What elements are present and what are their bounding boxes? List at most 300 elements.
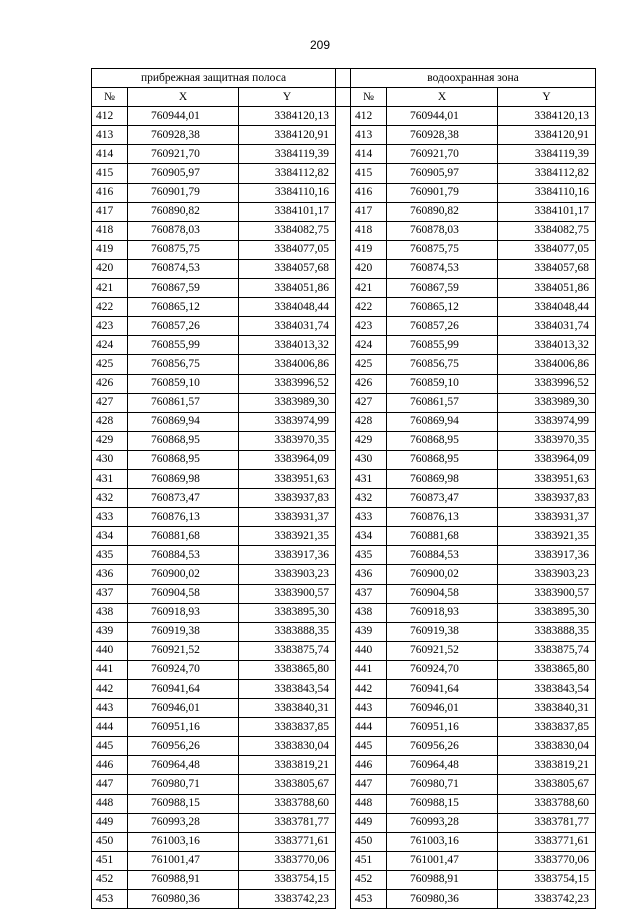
right-x-value: 760873,47	[387, 489, 498, 508]
right-point-number: 429	[351, 431, 387, 450]
left-x-value: 760980,71	[128, 775, 239, 794]
table-gap	[336, 699, 351, 718]
right-x-value: 760900,02	[387, 565, 498, 584]
left-x-value: 761003,16	[128, 832, 239, 851]
left-x-value: 760904,58	[128, 584, 239, 603]
table-gap	[336, 584, 351, 603]
table-row	[92, 775, 596, 794]
table-gap	[336, 680, 351, 699]
right-point-number: 441	[351, 660, 387, 679]
left-y-value: 3383917,36	[239, 546, 336, 565]
right-y-value: 3384048,44	[498, 298, 596, 317]
right-y-value: 3384101,17	[498, 202, 596, 221]
right-point-number: 447	[351, 775, 387, 794]
table-gap	[336, 88, 351, 107]
right-x-value: 760921,70	[387, 145, 498, 164]
table-gap	[336, 718, 351, 737]
right-x-value: 761001,47	[387, 851, 498, 870]
table-gap	[336, 794, 351, 813]
left-x-value: 760918,93	[128, 603, 239, 622]
table-gap	[336, 546, 351, 565]
table-gap	[336, 183, 351, 202]
table-row	[92, 164, 596, 183]
table-row	[92, 393, 596, 412]
right-x-value: 760993,28	[387, 813, 498, 832]
left-point-number: 439	[92, 622, 128, 641]
table-row	[92, 508, 596, 527]
right-point-number: 436	[351, 565, 387, 584]
table-row	[92, 336, 596, 355]
left-y-value: 3384120,91	[239, 126, 336, 145]
left-x-value: 760855,99	[128, 336, 239, 355]
left-y-value: 3384048,44	[239, 298, 336, 317]
left-point-number: 435	[92, 546, 128, 565]
right-point-number: 413	[351, 126, 387, 145]
left-x-value: 760941,64	[128, 680, 239, 699]
left-x-value: 760873,47	[128, 489, 239, 508]
left-point-number: 453	[92, 890, 128, 909]
table-gap	[336, 107, 351, 126]
right-x-value: 760878,03	[387, 221, 498, 240]
right-y-value: 3384077,05	[498, 240, 596, 259]
page-number: 209	[309, 38, 331, 52]
right-x-value: 760941,64	[387, 680, 498, 699]
table-gap	[336, 259, 351, 278]
left-point-number: 449	[92, 813, 128, 832]
left-point-number: 421	[92, 279, 128, 298]
table-row	[92, 431, 596, 450]
right-y-value: 3383931,37	[498, 508, 596, 527]
table-gap	[336, 469, 351, 488]
right-x-value: 760988,15	[387, 794, 498, 813]
left-x-value: 760919,38	[128, 622, 239, 641]
right-point-number: 428	[351, 412, 387, 431]
right-y-value: 3384013,32	[498, 336, 596, 355]
left-section-title: прибрежная защитная полоса	[92, 69, 336, 88]
table-row	[92, 756, 596, 775]
left-point-number: 425	[92, 355, 128, 374]
right-y-value: 3383917,36	[498, 546, 596, 565]
right-y-value: 3383989,30	[498, 393, 596, 412]
right-point-number: 450	[351, 832, 387, 851]
right-x-value: 760919,38	[387, 622, 498, 641]
left-y-value: 3384082,75	[239, 221, 336, 240]
right-x-value: 760876,13	[387, 508, 498, 527]
right-point-number: 449	[351, 813, 387, 832]
left-point-number: 414	[92, 145, 128, 164]
right-point-number: 431	[351, 469, 387, 488]
right-y-value: 3383937,83	[498, 489, 596, 508]
right-x-value: 760881,68	[387, 527, 498, 546]
right-y-value: 3383788,60	[498, 794, 596, 813]
left-point-number: 447	[92, 775, 128, 794]
table-gap	[336, 412, 351, 431]
right-y-value: 3384006,86	[498, 355, 596, 374]
table-row	[92, 126, 596, 145]
right-x-value: 760964,48	[387, 756, 498, 775]
right-x-value: 760956,26	[387, 737, 498, 756]
left-point-number: 424	[92, 336, 128, 355]
right-point-number: 451	[351, 851, 387, 870]
right-point-number: 434	[351, 527, 387, 546]
left-x-header: X	[128, 88, 239, 107]
table-row	[92, 794, 596, 813]
left-y-value: 3384013,32	[239, 336, 336, 355]
table-gap	[336, 336, 351, 355]
column-header-row	[92, 88, 596, 107]
left-point-number: 437	[92, 584, 128, 603]
left-point-number: 448	[92, 794, 128, 813]
left-point-number: 430	[92, 450, 128, 469]
right-point-number: 425	[351, 355, 387, 374]
right-x-header: X	[387, 88, 498, 107]
right-y-value: 3383996,52	[498, 374, 596, 393]
right-y-value: 3383805,67	[498, 775, 596, 794]
table-gap	[336, 240, 351, 259]
right-x-value: 760865,12	[387, 298, 498, 317]
left-point-number: 436	[92, 565, 128, 584]
right-point-number: 412	[351, 107, 387, 126]
table-gap	[336, 69, 351, 88]
table-row	[92, 832, 596, 851]
left-x-value: 760988,91	[128, 870, 239, 889]
right-y-value: 3383895,30	[498, 603, 596, 622]
left-x-value: 760867,59	[128, 279, 239, 298]
left-y-value: 3383830,04	[239, 737, 336, 756]
right-x-value: 760946,01	[387, 699, 498, 718]
left-y-value: 3383951,63	[239, 469, 336, 488]
right-x-value: 760855,99	[387, 336, 498, 355]
left-y-value: 3383974,99	[239, 412, 336, 431]
left-point-number: 442	[92, 680, 128, 699]
table-gap	[336, 660, 351, 679]
table-gap	[336, 431, 351, 450]
table-gap	[336, 527, 351, 546]
left-point-number: 431	[92, 469, 128, 488]
right-point-number: 418	[351, 221, 387, 240]
left-x-value: 760921,52	[128, 641, 239, 660]
left-x-value: 760890,82	[128, 202, 239, 221]
right-y-value: 3383903,23	[498, 565, 596, 584]
left-y-value: 3383964,09	[239, 450, 336, 469]
left-point-number: 452	[92, 870, 128, 889]
right-num-header: №	[351, 88, 387, 107]
right-y-value: 3384082,75	[498, 221, 596, 240]
table-gap	[336, 737, 351, 756]
left-x-value: 760884,53	[128, 546, 239, 565]
right-point-number: 440	[351, 641, 387, 660]
right-point-number: 432	[351, 489, 387, 508]
right-point-number: 422	[351, 298, 387, 317]
table-gap	[336, 870, 351, 889]
left-x-value: 760859,10	[128, 374, 239, 393]
right-point-number: 416	[351, 183, 387, 202]
left-point-number: 418	[92, 221, 128, 240]
right-y-value: 3384112,82	[498, 164, 596, 183]
left-point-number: 428	[92, 412, 128, 431]
right-x-value: 760918,93	[387, 603, 498, 622]
left-x-value: 760901,79	[128, 183, 239, 202]
table-row	[92, 565, 596, 584]
right-y-value: 3383771,61	[498, 832, 596, 851]
table-gap	[336, 813, 351, 832]
right-y-value: 3384119,39	[498, 145, 596, 164]
table-gap	[336, 374, 351, 393]
table-gap	[336, 202, 351, 221]
table-row	[92, 240, 596, 259]
table-row	[92, 527, 596, 546]
right-x-value: 760944,01	[387, 107, 498, 126]
left-x-value: 760868,95	[128, 450, 239, 469]
left-point-number: 444	[92, 718, 128, 737]
left-x-value: 760856,75	[128, 355, 239, 374]
left-y-value: 3383837,85	[239, 718, 336, 737]
right-section-title: водоохранная зона	[351, 69, 596, 88]
right-point-number: 426	[351, 374, 387, 393]
left-point-number: 429	[92, 431, 128, 450]
left-point-number: 440	[92, 641, 128, 660]
right-point-number: 438	[351, 603, 387, 622]
left-y-value: 3383819,21	[239, 756, 336, 775]
left-x-value: 760964,48	[128, 756, 239, 775]
left-y-value: 3384031,74	[239, 317, 336, 336]
right-y-value: 3383974,99	[498, 412, 596, 431]
left-point-number: 450	[92, 832, 128, 851]
left-y-value: 3383996,52	[239, 374, 336, 393]
right-y-value: 3384051,86	[498, 279, 596, 298]
right-point-number: 444	[351, 718, 387, 737]
right-y-value: 3383888,35	[498, 622, 596, 641]
right-x-value: 760859,10	[387, 374, 498, 393]
table-gap	[336, 565, 351, 584]
left-x-value: 760921,70	[128, 145, 239, 164]
right-x-value: 760869,98	[387, 469, 498, 488]
left-point-number: 427	[92, 393, 128, 412]
table-row	[92, 660, 596, 679]
right-point-number: 437	[351, 584, 387, 603]
right-point-number: 424	[351, 336, 387, 355]
left-x-value: 760956,26	[128, 737, 239, 756]
left-y-value: 3383903,23	[239, 565, 336, 584]
table-row	[92, 259, 596, 278]
table-body	[92, 107, 596, 909]
table-gap	[336, 641, 351, 660]
right-x-value: 760867,59	[387, 279, 498, 298]
right-y-value: 3384031,74	[498, 317, 596, 336]
table-row	[92, 890, 596, 909]
table-gap	[336, 450, 351, 469]
table-row	[92, 202, 596, 221]
table-row	[92, 221, 596, 240]
table-row	[92, 603, 596, 622]
right-y-value: 3383770,06	[498, 851, 596, 870]
left-x-value: 760951,16	[128, 718, 239, 737]
right-x-value: 760884,53	[387, 546, 498, 565]
right-y-value: 3384120,91	[498, 126, 596, 145]
table-gap	[336, 489, 351, 508]
table-row	[92, 317, 596, 336]
table-row	[92, 870, 596, 889]
table-row	[92, 718, 596, 737]
table-gap	[336, 832, 351, 851]
table-row	[92, 851, 596, 870]
table-gap	[336, 145, 351, 164]
left-y-value: 3383970,35	[239, 431, 336, 450]
right-point-number: 452	[351, 870, 387, 889]
left-point-number: 445	[92, 737, 128, 756]
left-y-header: Y	[239, 88, 336, 107]
right-x-value: 760861,57	[387, 393, 498, 412]
left-x-value: 760980,36	[128, 890, 239, 909]
left-x-value: 760868,95	[128, 431, 239, 450]
right-point-number: 421	[351, 279, 387, 298]
right-point-number: 435	[351, 546, 387, 565]
left-x-value: 761001,47	[128, 851, 239, 870]
left-point-number: 451	[92, 851, 128, 870]
right-point-number: 427	[351, 393, 387, 412]
left-y-value: 3383788,60	[239, 794, 336, 813]
left-x-value: 760875,75	[128, 240, 239, 259]
left-x-value: 760900,02	[128, 565, 239, 584]
left-x-value: 760861,57	[128, 393, 239, 412]
left-y-value: 3384051,86	[239, 279, 336, 298]
right-x-value: 760857,26	[387, 317, 498, 336]
right-y-value: 3383964,09	[498, 450, 596, 469]
right-x-value: 760924,70	[387, 660, 498, 679]
right-point-number: 423	[351, 317, 387, 336]
left-point-number: 423	[92, 317, 128, 336]
left-y-value: 3383875,74	[239, 641, 336, 660]
right-x-value: 760875,75	[387, 240, 498, 259]
section-header-row	[92, 69, 596, 88]
coordinates-table	[91, 68, 596, 909]
left-y-value: 3383770,06	[239, 851, 336, 870]
table-gap	[336, 890, 351, 909]
right-y-value: 3383781,77	[498, 813, 596, 832]
right-y-value: 3383754,15	[498, 870, 596, 889]
right-point-number: 414	[351, 145, 387, 164]
left-y-value: 3383931,37	[239, 508, 336, 527]
right-point-number: 415	[351, 164, 387, 183]
left-x-value: 760993,28	[128, 813, 239, 832]
table-gap	[336, 756, 351, 775]
table-gap	[336, 279, 351, 298]
left-y-value: 3383895,30	[239, 603, 336, 622]
right-x-value: 760868,95	[387, 431, 498, 450]
right-point-number: 442	[351, 680, 387, 699]
right-y-value: 3383921,35	[498, 527, 596, 546]
right-x-value: 760988,91	[387, 870, 498, 889]
right-point-number: 420	[351, 259, 387, 278]
left-y-value: 3383742,23	[239, 890, 336, 909]
left-y-value: 3384119,39	[239, 145, 336, 164]
left-x-value: 760865,12	[128, 298, 239, 317]
table-row	[92, 737, 596, 756]
left-x-value: 760946,01	[128, 699, 239, 718]
left-point-number: 446	[92, 756, 128, 775]
table-row	[92, 298, 596, 317]
left-x-value: 760988,15	[128, 794, 239, 813]
right-x-value: 760980,36	[387, 890, 498, 909]
left-y-value: 3384057,68	[239, 259, 336, 278]
left-y-value: 3384006,86	[239, 355, 336, 374]
left-point-number: 426	[92, 374, 128, 393]
right-x-value: 760890,82	[387, 202, 498, 221]
right-point-number: 433	[351, 508, 387, 527]
right-y-value: 3383837,85	[498, 718, 596, 737]
right-x-value: 760928,38	[387, 126, 498, 145]
left-x-value: 760905,97	[128, 164, 239, 183]
right-y-value: 3383843,54	[498, 680, 596, 699]
left-y-value: 3383921,35	[239, 527, 336, 546]
right-point-number: 443	[351, 699, 387, 718]
table-row	[92, 107, 596, 126]
right-y-value: 3383865,80	[498, 660, 596, 679]
right-y-value: 3384120,13	[498, 107, 596, 126]
table-row	[92, 412, 596, 431]
left-point-number: 422	[92, 298, 128, 317]
table-gap	[336, 355, 351, 374]
table-gap	[336, 126, 351, 145]
right-x-value: 760905,97	[387, 164, 498, 183]
table-gap	[336, 221, 351, 240]
table-row	[92, 145, 596, 164]
right-x-value: 760904,58	[387, 584, 498, 603]
left-point-number: 417	[92, 202, 128, 221]
right-x-value: 760874,53	[387, 259, 498, 278]
left-y-value: 3383781,77	[239, 813, 336, 832]
table-row	[92, 374, 596, 393]
left-y-value: 3384077,05	[239, 240, 336, 259]
right-point-number: 439	[351, 622, 387, 641]
table-row	[92, 450, 596, 469]
right-point-number: 446	[351, 756, 387, 775]
left-point-number: 434	[92, 527, 128, 546]
left-y-value: 3383888,35	[239, 622, 336, 641]
table-gap	[336, 317, 351, 336]
table-gap	[336, 622, 351, 641]
right-x-value: 760868,95	[387, 450, 498, 469]
right-y-value: 3383819,21	[498, 756, 596, 775]
table-row	[92, 183, 596, 202]
left-point-number: 433	[92, 508, 128, 527]
table-gap	[336, 851, 351, 870]
left-point-number: 415	[92, 164, 128, 183]
left-x-value: 760869,94	[128, 412, 239, 431]
left-point-number: 412	[92, 107, 128, 126]
right-x-value: 760901,79	[387, 183, 498, 202]
table-gap	[336, 603, 351, 622]
table-row	[92, 813, 596, 832]
table-row	[92, 699, 596, 718]
left-x-value: 760869,98	[128, 469, 239, 488]
left-y-value: 3384101,17	[239, 202, 336, 221]
left-x-value: 760857,26	[128, 317, 239, 336]
right-y-header: Y	[498, 88, 596, 107]
right-point-number: 430	[351, 450, 387, 469]
right-y-value: 3383830,04	[498, 737, 596, 756]
left-y-value: 3384120,13	[239, 107, 336, 126]
left-point-number: 416	[92, 183, 128, 202]
table-row	[92, 546, 596, 565]
left-y-value: 3383754,15	[239, 870, 336, 889]
left-y-value: 3383840,31	[239, 699, 336, 718]
right-point-number: 448	[351, 794, 387, 813]
table-row	[92, 469, 596, 488]
left-point-number: 420	[92, 259, 128, 278]
right-x-value: 760921,52	[387, 641, 498, 660]
left-x-value: 760874,53	[128, 259, 239, 278]
